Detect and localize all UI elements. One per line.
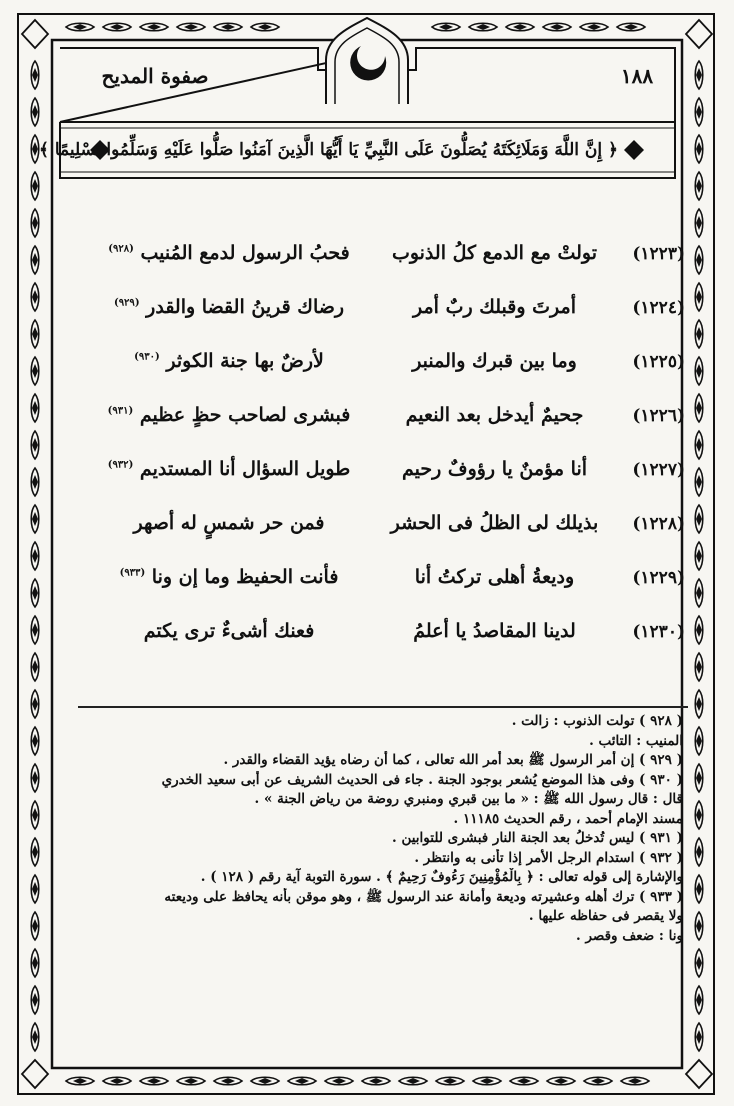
footnote-line: ( ٩٣٢ ) استدام الرجل الأمر إذا تأنى به وانتظر .	[414, 849, 683, 866]
quran-verse-banner: ﴿ إِنَّ اللَّهَ وَمَلَائِكَتَهُ يُصَلُّونَ عَلَى النَّبِيِّ يَا أَيُّهَا الَّذِينَ آمَنُوا صَلُّوا عَلَيْهِ وَسَلِّمُوا تَسْلِيمًا ﴾	[38, 140, 618, 160]
verse-number: (١٢٢٧)	[632, 460, 685, 480]
verse-row	[75, 456, 685, 490]
second-hemistich	[103, 512, 355, 534]
verse-row	[75, 618, 685, 652]
verse-row	[75, 294, 685, 328]
verse-row	[75, 510, 685, 544]
footnote-separator	[78, 706, 688, 708]
second-hemistich	[103, 404, 355, 426]
first-hemistich: أنا مؤمنٌ يا رؤوفٌ رحيم	[401, 458, 588, 480]
second-hemistich	[103, 566, 355, 588]
first-hemistich: جحيمٌ أيدخل بعد النعيم	[405, 404, 584, 426]
footnote-ref: (٩٣١)	[107, 405, 134, 417]
footnote-line: ( ٩٣٣ ) ترك أهله وعشيرته وديعة وأمانة عند الرسول ﷺ ، وهو موقن بأنه يحافظ على وديعته	[164, 888, 683, 905]
second-hemistich	[103, 620, 355, 642]
footnote-line: المنيب : التائب .	[589, 732, 683, 749]
footnote-ref: (٩٣٠)	[134, 351, 160, 363]
footnote-line: ( ٩٣٠ ) وفى هذا الموضع يُشعر بوجود الجنة . جاء فى الحديث الشريف عن أبى سعيد الخدري	[161, 771, 683, 788]
footnote-line: مسند الإمام أحمد ، رقم الحديث ١١١٨٥ .	[453, 810, 683, 827]
verse-number: (١٢٢٨)	[632, 514, 685, 534]
first-hemistich: لدينا المقاصدُ يا أعلمُ	[413, 620, 576, 642]
verse-number: (١٢٢٤)	[632, 298, 685, 318]
first-hemistich: تولتْ مع الدمع كلُ الذنوب	[391, 242, 598, 264]
second-hemistich	[103, 242, 355, 264]
verse-row	[75, 564, 685, 598]
second-hemistich	[103, 458, 355, 480]
hemistich-text: فحبُ الرسول لدمع المُنيب	[140, 242, 350, 264]
footnote-line: والإشارة إلى قوله تعالى : ﴿ بِالْمُؤْمِنِينَ رَءُوفٌ رَحِيمٌ ﴾ . سورة التوبة آية رقم ( ١٢٨ ) .	[200, 869, 683, 885]
footnote-ref: (٩٢٩)	[113, 297, 140, 309]
hemistich-text: طويل السؤال أنا المستديم	[139, 458, 351, 480]
footnote-line: ( ٩٣١ ) ليس تُدخلُ بعد الجنة النار فبشرى للتوابين .	[392, 830, 683, 846]
verse-number: (١٢٢٣)	[632, 244, 685, 264]
hemistich-text: فأنت الحفيظ وما إن ونا	[151, 566, 339, 588]
footnote-line: ( ٩٢٨ ) تولت الذنوب : زالت .	[511, 713, 683, 729]
verse-number: (١٢٣٠)	[632, 622, 685, 642]
first-hemistich: وديعةُ أهلى تركتُ أنا	[414, 566, 575, 588]
footnote-line: ( ٩٢٩ ) إن أمر الرسول ﷺ بعد أمر الله تعالى ، كما أن رضاه يؤيد القضاء والقدر .	[223, 752, 683, 768]
footnote-line: ونا : ضعف وقصر .	[576, 927, 683, 944]
second-hemistich	[103, 296, 355, 318]
footnote-ref: (٩٢٨)	[108, 243, 134, 255]
first-hemistich: وما بين قبرك والمنبر	[412, 350, 577, 372]
hemistich-text: رضاك قرينُ القضا والقدر	[146, 296, 345, 318]
hemistich-text: فمن حر شمسٍ له أصهر	[133, 512, 325, 534]
footnote-ref: (٩٣٣)	[119, 567, 146, 579]
verse-row	[75, 240, 685, 274]
hemistich-text: لأرضٌ بها جنة الكوثر	[166, 350, 324, 372]
footnote-ref: (٩٣٢)	[107, 459, 134, 471]
verse-number: (١٢٢٦)	[632, 406, 685, 426]
verse-row	[75, 402, 685, 436]
footnote-line: قال : قال رسول الله ﷺ : « ما بين قبري ومنبري روضة من رياض الجنة » .	[254, 791, 683, 807]
verse-number: (١٢٢٩)	[632, 568, 685, 588]
verse-row	[75, 348, 685, 382]
footnote-line: ولا يقصر فى حفاظه عليها .	[528, 908, 683, 924]
page-number: ١٨٨	[620, 64, 654, 88]
book-title: صفوة المديح	[101, 64, 209, 88]
second-hemistich	[103, 350, 355, 372]
hemistich-text: فبشرى لصاحب حظٍ عظيم	[139, 404, 351, 426]
footnotes	[85, 712, 683, 946]
first-hemistich: أمرتَ وقبلك ربٌ أمر	[413, 296, 576, 318]
hemistich-text: فعنك أشىءٌ ترى يكتم	[143, 620, 315, 642]
first-hemistich: بذيلك لى الظلُ فى الحشر	[390, 512, 599, 534]
verse-number: (١٢٢٥)	[632, 352, 685, 372]
